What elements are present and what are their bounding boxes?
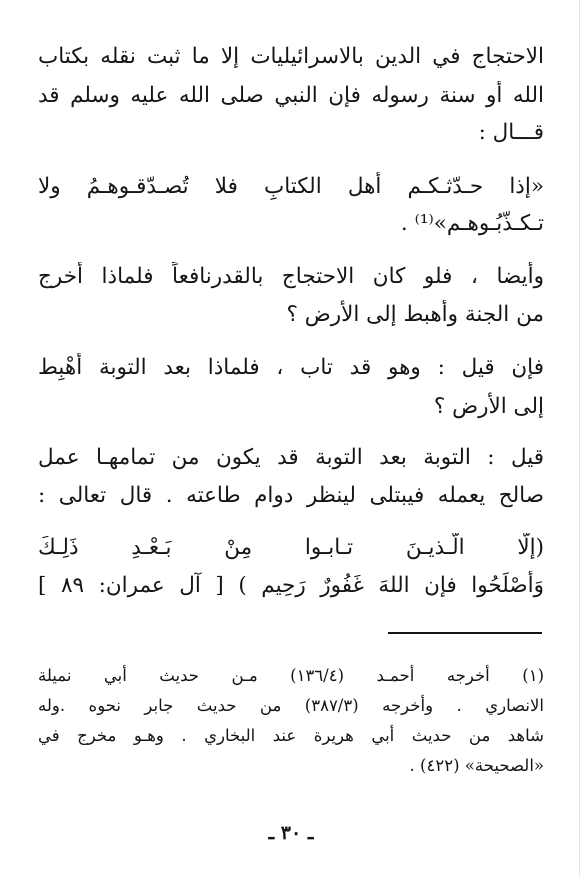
page-number: ـ ٣٠ ـ (268, 822, 314, 844)
hadith-quote-line: «إذا حـدّثـكـم أهل الكتابِ فلا تُصـدّقـوهـمُ ولا (38, 174, 544, 199)
quran-verse-line: (إلّا الّـذيـنَ تـابـوا مِنْ بَـعْـدِ ذَلِـكَ (38, 535, 544, 560)
body-text-line: الاحتجاج في الدين بالاسرائيليات إلا ما ثبت نقله بكتاب (38, 44, 544, 69)
body-text-line: قـــال : (478, 120, 544, 145)
body-text-line: صالح يعمله فيبتلى لينظر دوام طاعته . قال تعالى : (38, 483, 544, 508)
quran-verse-line: وَأصْلَحُوا فإن اللهَ غَفُورٌ رَحِيم ) [ آل عمران: ٨٩ ] (38, 573, 544, 598)
footnote-line: (١) أخرجه أحمـد (١٣٦/٤) مـن حديث أبي نميلة (38, 666, 544, 685)
body-text-line: إلى الأرض ؟ (433, 394, 544, 419)
footnote-line: الانصاري . وأخرجه (٣٨٧/٣) من حديث جابر نحوه .وله (38, 696, 544, 715)
body-text-line: فإن قيل : وهو قد تاب ، فلماذا بعد التوبة أهْبِط (38, 355, 544, 380)
hadith-quote-line: تـكـذّبُـوهـم»⁽¹⁾ . (400, 211, 544, 236)
body-text-line: الله أو سنة رسوله فإن النبي صلى الله عليه وسلم قد (38, 83, 544, 108)
footnote-separator (388, 632, 542, 634)
body-text-line: قيل : التوبة بعد التوبة قد يكون من تمامهـا عمل (38, 445, 544, 470)
body-text-line: وأيضا ، فلو كان الاحتجاج بالقدرنافعاً فلماذا أخرج (38, 264, 544, 289)
footnote-line: شاهد من حديث أبي هريرة عند البخاري . وهـو مخرج في (38, 726, 544, 745)
footnote-line: «الصحيحة» (٤٢٢) . (409, 756, 544, 775)
page-edge (579, 0, 580, 877)
body-text-line: من الجنة وأهبط إلى الأرض ؟ (286, 302, 544, 327)
